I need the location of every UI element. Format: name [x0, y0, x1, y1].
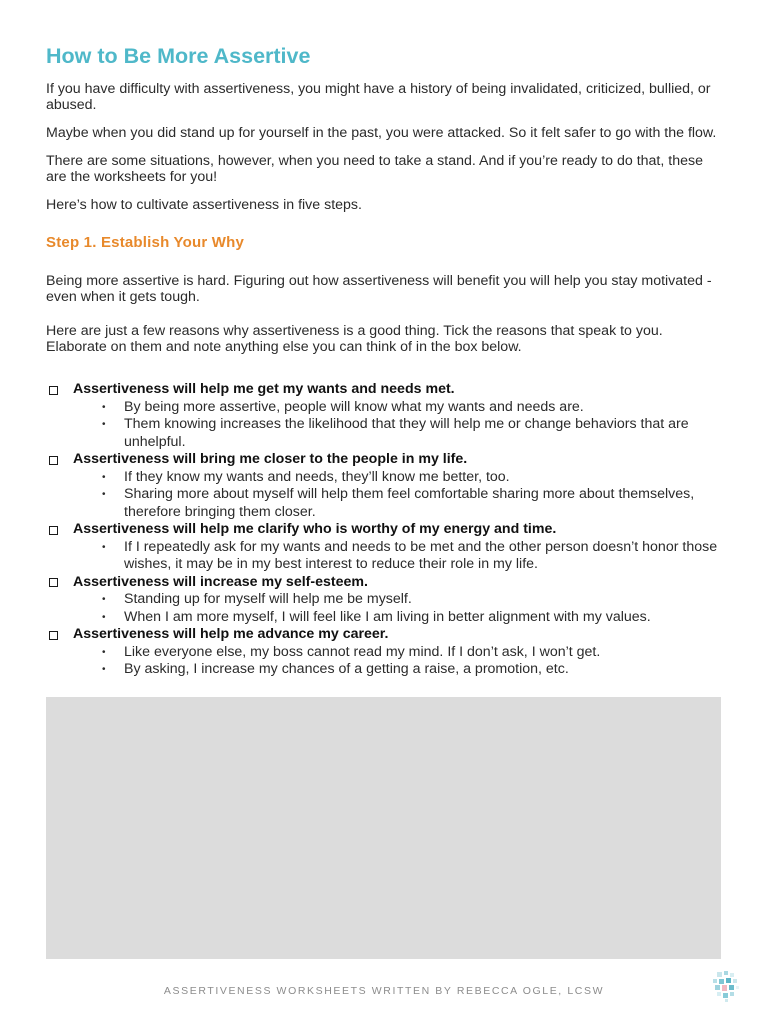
tick-checkbox[interactable] [49, 456, 58, 465]
reason-heading [46, 521, 722, 539]
bullet-dot-icon: • [102, 489, 106, 500]
bullet-item [46, 539, 722, 574]
tick-checkbox[interactable] [49, 526, 58, 535]
reason-bullets [46, 399, 722, 452]
bullet-item [46, 416, 722, 451]
reason-bullets [46, 591, 722, 626]
bullet-text: By being more assertive, people will know what my wants and needs are. [124, 398, 584, 415]
bullet-text: Standing up for myself will help me be myself. [124, 591, 412, 607]
bullet-text: Them knowing increases the likelihood that they will help me or change behaviors that are unhelpful. [124, 416, 689, 450]
reason-title: Assertiveness will help me clarify who is worthy of my energy and time. [73, 521, 557, 537]
reason-item [46, 451, 722, 521]
intro-paragraph-4: Here’s how to cultivate assertiveness in five steps. [46, 197, 362, 213]
bullet-text: By asking, I increase my chances of a getting a raise, a promotion, etc. [124, 661, 569, 677]
worksheet-page [46, 42, 722, 679]
bullet-dot-icon: • [102, 664, 106, 675]
bullet-item [46, 661, 722, 679]
reason-item [46, 521, 722, 574]
intro-paragraph-1: If you have difficulty with assertiveness, you might have a history of being invalidated, criticized, bullied, or abused. [46, 81, 711, 113]
bullet-dot-icon: • [102, 611, 106, 623]
intro-paragraph-2: Maybe when you did stand up for yourself in the past, you were attacked. So it felt safer to go with the flow. [46, 125, 717, 141]
tick-checkbox[interactable] [49, 386, 58, 395]
reason-title: Assertiveness will increase my self-esteem. [73, 573, 368, 590]
bullet-dot-icon: • [102, 401, 106, 413]
reasons-checklist [46, 381, 722, 679]
bullet-dot-icon: • [102, 541, 106, 553]
reason-title: Assertiveness will help me get my wants and needs met. [73, 381, 455, 397]
bullet-item [46, 609, 722, 627]
bullet-item [46, 486, 722, 521]
bullet-item [46, 469, 722, 487]
bullet-text: When I am more myself, I will feel like I am living in better alignment with my values. [124, 608, 651, 625]
bullet-text: If they know my wants and needs, they’ll know me better, too. [124, 468, 510, 485]
notes-writing-box[interactable] [46, 697, 721, 959]
footer-credit: ASSERTIVENESS WORKSHEETS WRITTEN BY REBECCA OGLE, LCSW [163, 985, 605, 997]
step-heading: Step 1. Establish Your Why [46, 234, 245, 251]
bullet-dot-icon: • [102, 594, 106, 605]
mosaic-squares-logo-icon [708, 968, 744, 1004]
reason-title: Assertiveness will bring me closer to the people in my life. [73, 451, 468, 467]
reason-title: Assertiveness will help me advance my career. [73, 626, 389, 642]
bullet-item [46, 591, 722, 609]
bullet-text: Like everyone else, my boss cannot read my mind. If I don’t ask, I won’t get. [124, 643, 601, 660]
step-paragraph-1: Being more assertive is hard. Figuring out how assertiveness will benefit you will help you stay motivated - even when it gets tough. [46, 273, 712, 305]
page-title: How to Be More Assertive [46, 44, 311, 68]
intro-paragraph-3: There are some situations, however, when you need to take a stand. And if you’re ready to do that, these are the worksheets for you! [46, 153, 703, 185]
reason-bullets [46, 644, 722, 679]
reason-heading [46, 574, 722, 592]
reason-item [46, 626, 722, 679]
bullet-item [46, 399, 722, 417]
reason-bullets [46, 539, 722, 574]
reason-heading [46, 626, 722, 644]
logo-graphic [708, 968, 744, 1004]
reason-heading [46, 451, 722, 469]
bullet-dot-icon: • [102, 471, 106, 483]
bullet-item [46, 644, 722, 662]
reason-item [46, 381, 722, 451]
bullet-text: Sharing more about myself will help them feel comfortable sharing more about themselves, therefore bringing them closer. [124, 486, 695, 520]
bullet-text: If I repeatedly ask for my wants and needs to be met and the other person doesn’t honor those wishes, it may be in my best interest to reduce their role in my life. [124, 538, 718, 572]
step-paragraph-2: Here are just a few reasons why assertiveness is a good thing. Tick the reasons that speak to you. Elaborate on them and note anything else you can think of in the box below. [46, 323, 663, 355]
reason-item [46, 574, 722, 627]
bullet-dot-icon: • [102, 646, 106, 658]
bullet-dot-icon: • [102, 419, 106, 430]
tick-checkbox[interactable] [49, 631, 58, 640]
reason-heading [46, 381, 722, 399]
reason-bullets [46, 469, 722, 522]
tick-checkbox[interactable] [49, 578, 58, 587]
